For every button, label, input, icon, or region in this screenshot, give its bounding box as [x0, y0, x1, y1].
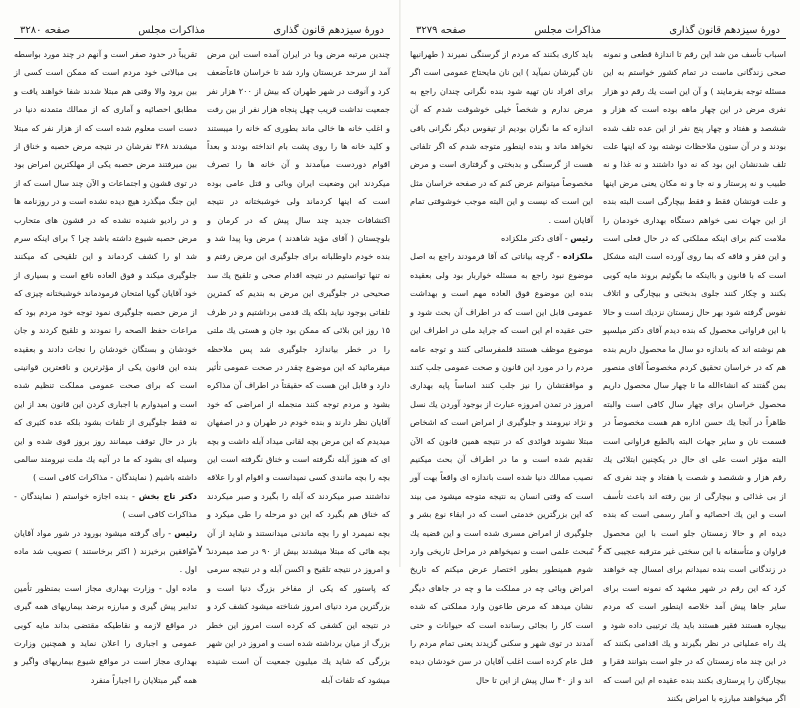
paragraph: تقریباً در حدود صفر است و آنهم در چند مورد بواسطه بی مبالاتی خود مردم است که ممکن است کسی از بین برود والا وقتی هم مبتلا شدند شفا خواهند یافت و مطابق احصائیه و آماری که از ممالك متمدنه دنیا در دست است معلوم شده است که از هزار نفر که مبتلا میشدند ۳۶۸ نفرشان در نتیجه مرض حصبه و خناق از بین میرفتند مرض حصبه یکی از مهلکترین امراض بود در توی قشون و اجتماعات و الآن چند سال است که از این جنگ میگذرد هیچ دیده نشده است و در روزنامه ها و در رادیو شنیده نشده که در قشون های متحارب مرض حصبه شیوع داشته باشد چرا ؟ برای اینکه سرم شد او را کشف کردماند و این تلقیحی که میکنند جلوگیری میکند و فوق العاده نافع است و بسیاری از خود آقایان گویا امتحان فرمودماند خوشبختانه چیزی که از مرض حصبه جلوگیری نمود توجه خود مردم بود که مراعات حفظ الصحه را نمودند و تلقیح کردند و جان خودشان و بستگان خودشان را نجات دادند و بعقیده بنده این قانون یکی از مؤثرترین و نافعترین قوانینی است که برای صحت عمومی مملکت تنظیم شده است و امیدوارم با اجباری کردن این قانون بعد از این نه فقط جلوگیری از تلفات بشود بلکه عده کثیری که باز در حال توقف میمانند روز بروز قوی شده و این وسیله ای بشود که ما در آتیه یك ملت نیرومند سالمی داشته باشیم ( نمایندگان - مذاکرات کافی است ) [14, 49, 197, 483]
speech-text: ماده اول - وزارت بهداری مجاز است بمنظور تأمین تدابیر پیش گیری و مبارزه برضد بیماریهای همه گیری در مواقع لازمه و نقاطیکه مقتضی بداند مایه کوبی عمومی و اجباری را اعلان نماید و همچنین وزارت بهداری مجاز است در مواقع شیوع بیماریهای واگیر و همه گیر مبتلایان را اجباراً منفرد [14, 582, 197, 685]
session-title: دورهٔ سیزدهم قانون گذاری [273, 25, 384, 36]
paragraph: چندین مرتبه مرض وبا در ایران آمده است این مرض آمد از سرحد عربستان وارد شد تا خراسان قاعاًضعف کرد و آنوقت در شهر طهران که بیش از ۲۰۰ هزار نفر جمعیت نداشت قریب چهل پنجاه هزار نفر از بین رفت و اغلب خانه ها خالی ماند بطوری که خانه را میبستند و کلید خانه ها را روی پشت بام انداخته بودند و بعداً اقوام دوردست میآمدند و آن خانه ها را تصرف میکردند این وضعیت ایران وبائی و قتل عامی بوده است که اینها کردماند ولی خوشبختانه در نتیجه اکتشافات جدید چند سال پیش که در کرمان و بلوچستان ( آقای مؤید شاهدند ) مرض وبا پیدا شد و بنده خودم داوطلبانه برای جلوگیری این مرض رفتم و نه تنها توانستیم در نتیجه اقدام صحی و تلقیح یك سد صحیحی در جلوگیری این مرض به بندیم که کمترین تلفاتی بوجود نیاید بلکه یك قدمی برداشتیم و در ظرف ۱۵ روز این بلائی که ممکن بود جان و هستی یك ملتی را در خطر بیاندازد جلوگیری شد پس ملاحظه میفرمائید که این موضوع چقدر در صحت عمومی تأثیر دارد و قابل این هست که حقیقتاً در اطراف آن مذاکره بشود و مردم توجه کنند منجمله از امراضی که خود آقایان نظر دارند و بنده خودم در طهران و در اصفهان میدیدم که این مرض بچه لقانی میداد آبله داشت و بچه ای که هنوز آبله نگرفته است و خناق نگرفته است این بچه را بچه مانندی کسی نمیدانست و اقوام او را علاقه نداشتند صبر میکردند که آبله را بگیرد و صبر میکردند که خناق هم بگیرد که این دو مرحله را طی میکرد و بچه نمیمرد او را بچه ماندنی میدانستند و شاید از آن بچه هائی که مبتلا میشدند بیش از ۹۰ در صد میمردند و امروز در نتیجه تلقیح و اکسن آبله و در نتیجه سرمی که پاستور که یکی از مفاخر بزرگ دنیا است و بزرگترین مرد دنیای امروز شناخته میشود کشف کرد و در نتیجه این کشفی که کرده است امروز این خطر بزرگ از میان برداشته شده است و امروز در این شهر بزرگی که شاید یك میلیون جمعیت آن است شنیده میشود که تلفات آبله [207, 49, 390, 685]
speech-text: - آقای دکتر ملکزاده [500, 233, 571, 244]
left-page [0, 0, 400, 685]
speech-text: - گرچه بیاناتی که آقا فرمودند راجع به اصل موضوع نبود راجع به مسئله خواربار بود ولی بعقیده بنده این موضوع فوق العاده مهم است و بهداشت عمومی قابل این است که در اطراف آن بحث شود و حتی عقیده ام این است که جراید ملی در اطراف این موضوع موظف هستند قلمفرسائی کنند و توجه عامه مردم را در مورد این قانون و صحت عمومی جلب کنند و موافقتشان را نیز جلب کنند اساساً پایه بهداری امروز در تمدن امروزه عبارت از بوجود آوردن یك نسل و نژاد نیرومند و جلوگیری از امراض است که اشخاص مبتلا نشوند فوائدی که در نتیجه همین قانون که الآن تقدیم شده است و ما در اطراف آن بحث میکنیم نصیب ممالك دنیا شده است باندازه ای واقعاً بهت آور است که وقتی انسان به نتیجه متوجه میشود می بیند که این بزرگترین خدمتی است که در ابقاء نوع بشر و جلوگیری از امراض مسری شده است و این قضیه یك مبحث علمی است و نمیخواهم در مراحل تاریخی وارد شوم همینطور بطور اختصار عرض میکنم که تاریخ امراض وبائی چه در مملکت ما و چه در جاهای دیگر نشان میدهد که مرض طاعون وارد مملکتی که شده است کار را بجائی رسانده است که حیوانات و حتی آمدند در توی شهر و سکنی گزیدند یعنی تمام مردم را قتل عام کرده است اغلب آقایان در سن خودشان دیده اند و از ۴۰ سال پیش از این تا حال [410, 251, 593, 685]
right-page-left-column [410, 45, 593, 708]
speech-text: - رأی گرفته میشود بورود در شور مواد آقایان موافقین برخیزند ( اکثر برخاستند ) تصویب شد ماده اول . [14, 527, 197, 575]
publication-title: مذاکرات مجلس [534, 25, 602, 36]
page-label: صفحه ۳۲۸۰ [20, 25, 71, 36]
speech-text: - بنده اجازه خواستم ( نمایندگان - مذاکرات کافی است ) [14, 490, 197, 520]
article-text [14, 579, 197, 689]
publication-title: مذاکرات مجلس [138, 25, 206, 36]
session-title: دورهٔ سیزدهم قانون گذاری [669, 25, 780, 36]
right-page-header [410, 20, 786, 39]
right-page-right-column [603, 45, 786, 708]
speaker-name: دکتر تاج بخش [138, 490, 197, 501]
speech [410, 247, 593, 689]
paragraph: باید کاری بکنند که مردم از گرسنگی نمیرند ( طهرانیها نان گیرشان نمیآید ) این نان مایحتاج عمومی است اگر برای افراد نان تهیه شود بنده نگرانی چندان راجع به مرض ندارم و شخصاً خیلی خوشوقت شدم که آن اندازه که ما نگران بودیم از تیفوس دیگر نگرانی باقی نخواهد ماند و بنده اینطور متوجه شدم که اگر تلفاتی هست از گرسنگی و بدبختی و گرفتاری است و مرض مخصوصاً میتوانم عرض کنم که در صفحه خراسان مثل این است که نیست و این البته موجب خوشوقتی تمام آقایان است . [410, 49, 593, 225]
page-number: - ۶ - [590, 544, 610, 555]
left-page-header [14, 20, 390, 39]
page-label: صفحه ۳۲۷۹ [416, 25, 467, 36]
right-page [400, 0, 800, 704]
paragraph: اسباب تأسف من شد این رقم تا اندازهٔ قطعی و نمونه صحی زندگانی ماست در تمام کشور خواستم به این مسئله توجه بفرمایند ) و آن این است یك رقم دو هزار نفری مرض در این چهار ماهه بوده است که هزار و ششصد و هفتاد و چهار پنج نفر از این عده تلف شده بودند و در آن ستون ملاحظات نوشته بود که اینها علت تلف شدنشان این بود که نه دوا داشتند و نه غذا و نه طبیب و نه پرستار و نه جا و نه مکان یعنی مرض اینها و علت فوتشان فقط و فقط بیچارگی است البته بنده از این جهات نمی خواهم دستگاه بهداری خودمان را ملامت کنم برای اینکه مملکتی که در حال فعلی است و این فقر و فاقه که بما روی آورده است البته مشکل است که با قانون و بااینکه ما بگوئیم بروند مایه کوبی بکنند و چکار کنند جلوی بدبختی و بیچارگی و اتلاف نفوس گرفته شود بهر حال زمستان نزدیك است و حالا با این فراوانی محصول که بنده دیدم آقای دکتر میلسپو هم نوشته اند که باندازه دو سال ما محصول داریم بنده هم که در خراسان تحقیق کردم مخصوصاً آقای منصور بمن گفتند که انشاءالله ما تا چهار سال محصول داریم محصول خراسان برای چهار سال کافی است والبته ظاهراً در آنجا یك حسن اداره هم هست مخصوصاً در قسمت نان و سایر جهات البته بالطبع فراوانی است البته مؤثر است علی ای حال در یکچنین ابتلائی یك رقم هزار و ششصد و شصت یا هفتاد و چند نفری که از بی غذائی و بیچارگی از بین رفته اند باعث تأسف است و این یك احصائیه و آمار رسمی است که بنده دیده ام و حالا زمستان جلو است با این محصول فراوان و متأسفانه با این سختی غیر مترقبه عجیبی که در زندگانی است بنده نمیدانم برای امسال چه خواهند کرد که این رقم در شهر مشهد که نمونه است برای سایر جاها پیش آمد خلاصه اینطور است که مردم بیچاره هستند فقیر هستند باید یك ترتیبی داده شود و یك راه عملیاتی در نظر بگیرند و یك اقدامی بکنند که در این چند ماه زمستان که در جلو است بتوانند فقرا و بیچارگان را پرستاری بکنند بنده عقیده ام این است که اگر میخواهند مبارزه با امراض بکنند [603, 49, 786, 704]
speech [410, 229, 593, 247]
left-page-right-column [207, 45, 390, 689]
speaker-name: رئیس [174, 527, 197, 538]
left-page-left-column [14, 45, 197, 689]
speech [14, 487, 197, 524]
speaker-name: ملکزاده [562, 251, 593, 262]
speaker-name: رئیس [570, 233, 593, 244]
page-number: - ۷ - [190, 544, 210, 555]
